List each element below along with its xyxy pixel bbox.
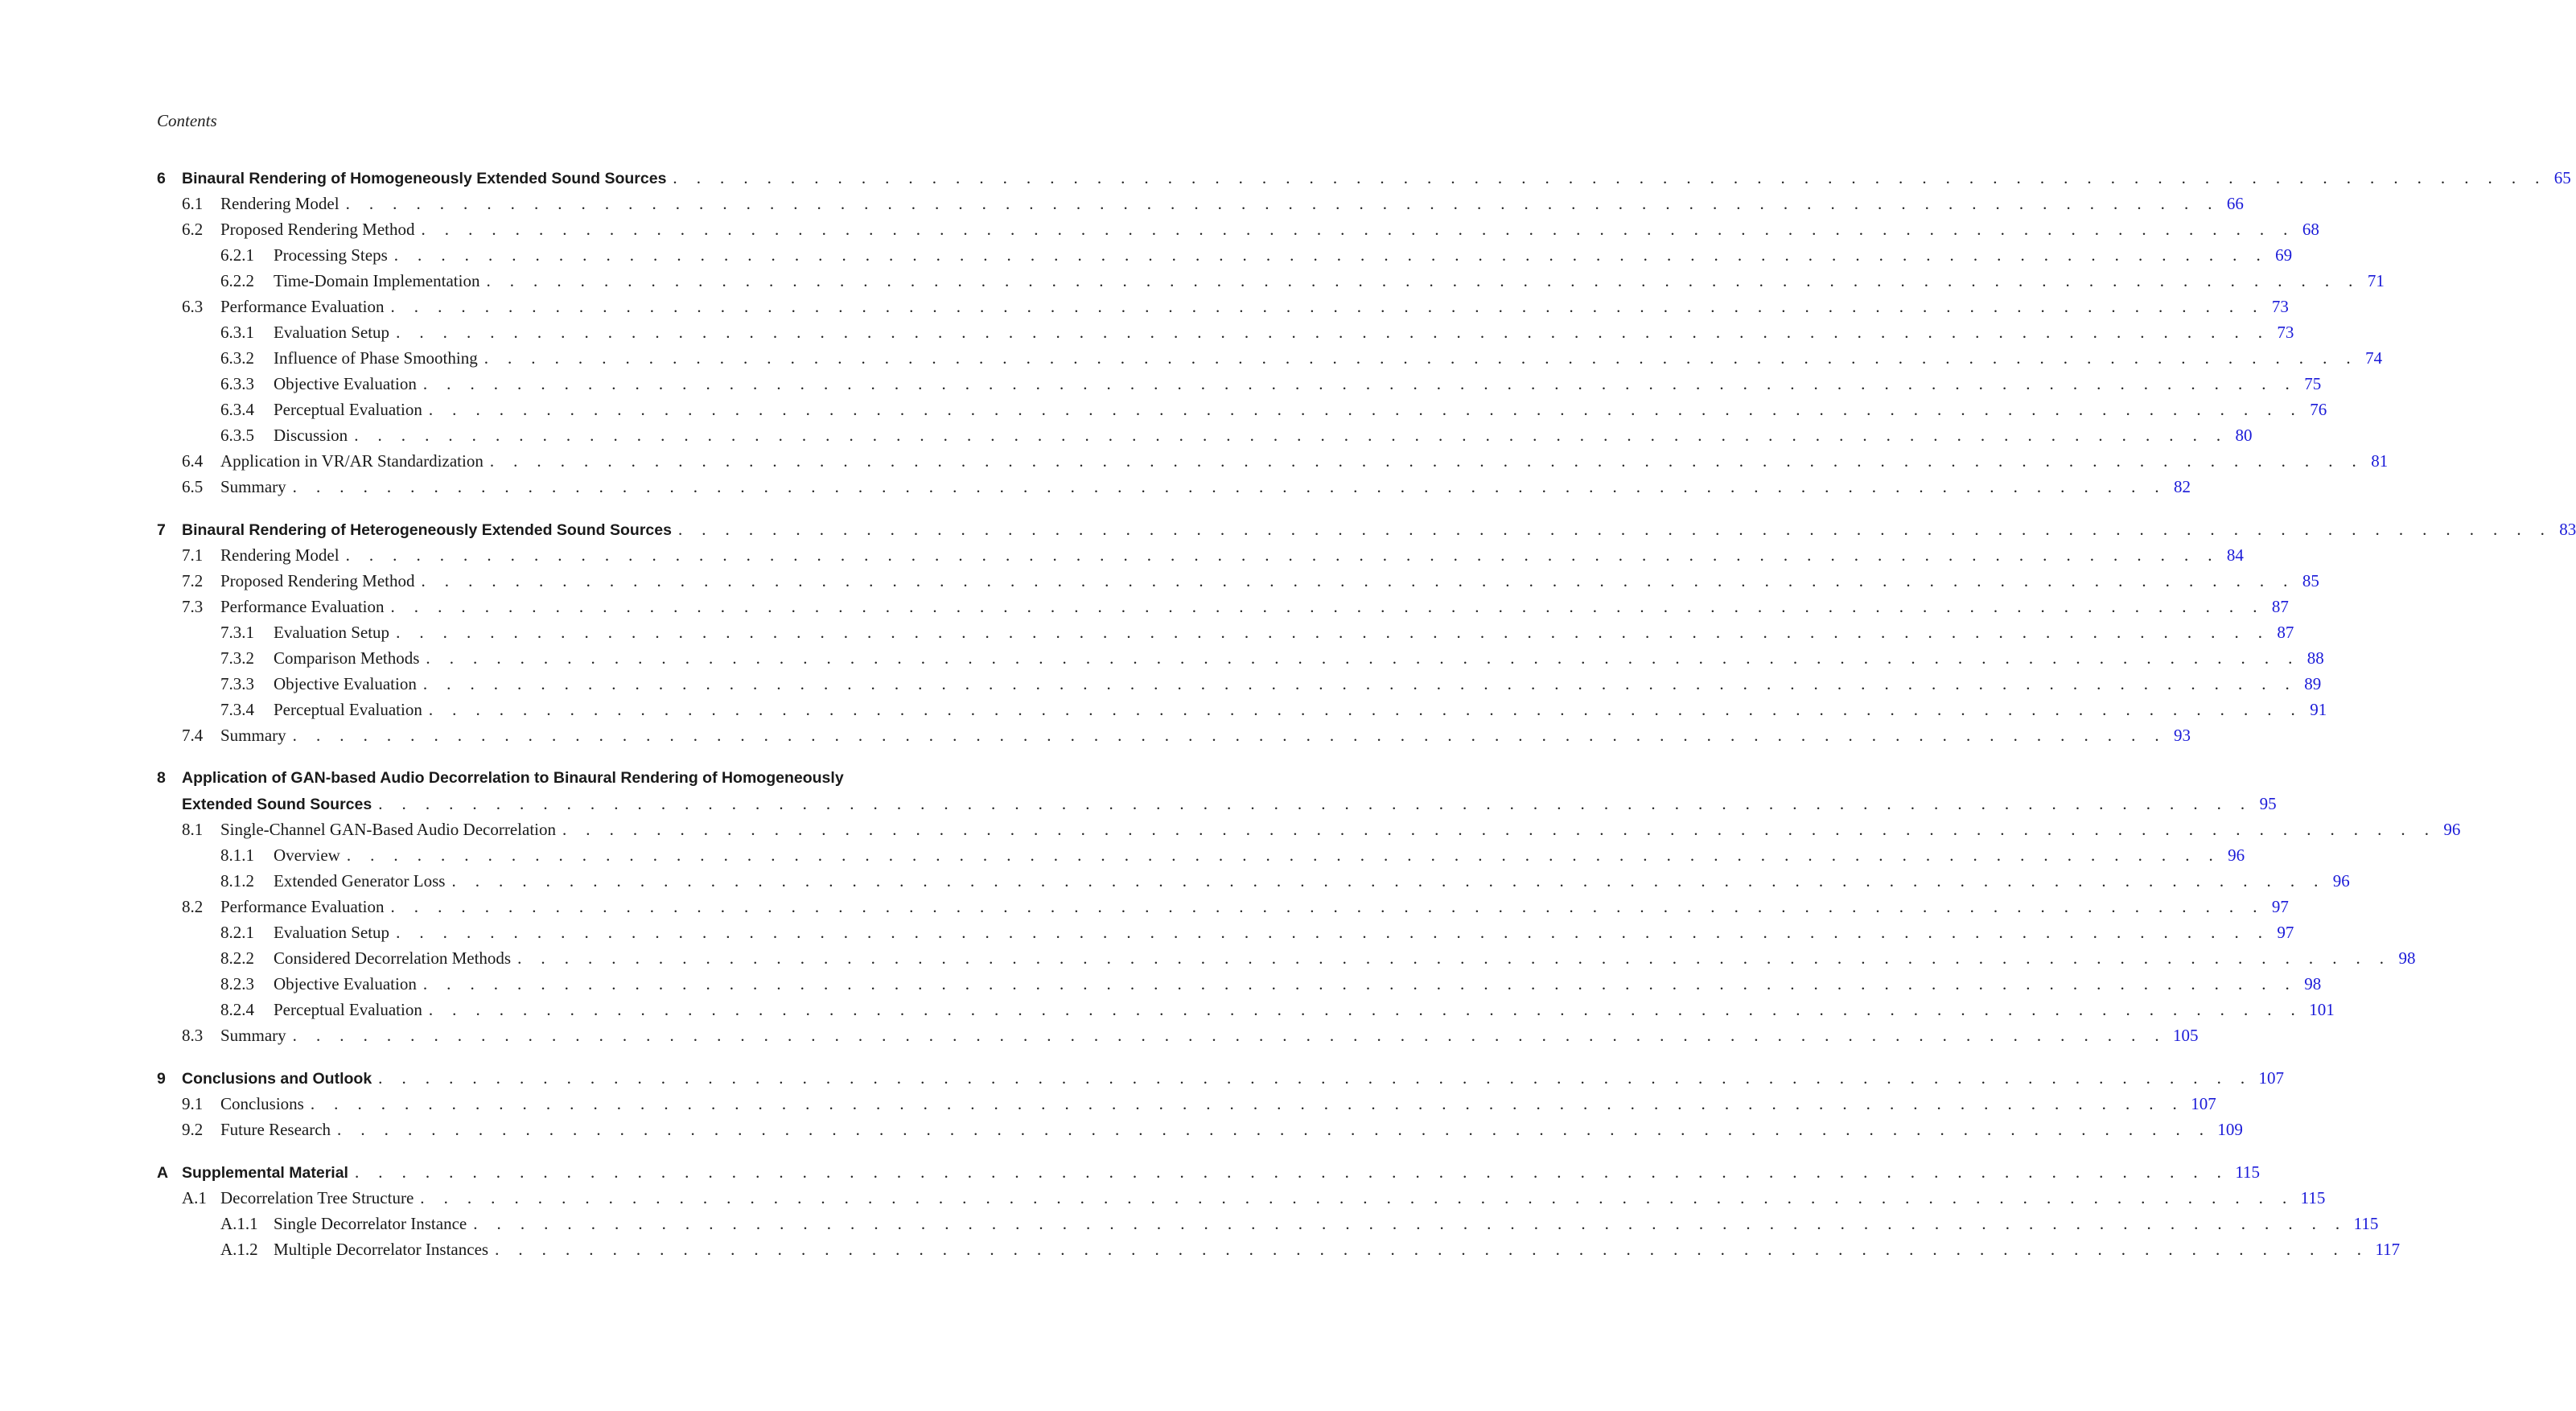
- toc-subsection-entry[interactable]: [157, 268, 2385, 294]
- dot-leader: . . . . . . . . . . . . . . . . . . . . . . . . . . . . . . . . . . . . . . . . . . . . . . . . . . . . . . . . . . . . . . . . . . . . . . . . . . . . . . . .: [396, 323, 2270, 342]
- dot-leader: . . . . . . . . . . . . . . . . . . . . . . . . . . . . . . . . . . . . . . . . . . . . . . . . . . . . . . . . . . . . . . . . . . . . . . . . . . . . . . . .: [396, 923, 2270, 942]
- chapter-title: Supplemental Material: [182, 1164, 348, 1182]
- section-title: Rendering Model: [220, 545, 339, 565]
- subsection-number: 6.3.1: [220, 323, 254, 342]
- dot-leader: . . . . . . . . . . . . . . . . . . . . . . . . . . . . . . . . . . . . . . . . . . . . . . . . . . . . . . . . . . . . . . . . . . . . . . . . . . . . . . . .: [378, 1068, 2253, 1088]
- page-link[interactable]: 76: [2310, 400, 2327, 419]
- subsection-number: 8.1.1: [220, 845, 254, 865]
- subsection-number: A.1.2: [220, 1240, 258, 1259]
- chapter-number: 8: [157, 769, 166, 787]
- section-number: 7.1: [182, 545, 204, 565]
- toc-subsection-entry[interactable]: [157, 242, 2293, 268]
- page-link[interactable]: 71: [2367, 271, 2385, 290]
- dot-leader: . . . . . . . . . . . . . . . . . . . . . . . . . . . . . . . . . . . . . . . . . . . . . . . . . . . . . . . . . . . . . . . . . . . . . . . . . . . . . . . .: [484, 348, 2359, 368]
- dot-leader: . . . . . . . . . . . . . . . . . . . . . . . . . . . . . . . . . . . . . . . . . . . . . . . . . . . . . . . . . . . . . . . . . . . . . . . . . . . . . . . .: [310, 1094, 2185, 1113]
- section-title: Performance Evaluation: [220, 597, 385, 616]
- toc-subsection-entry[interactable]: [157, 345, 2383, 371]
- subsection-title: Perceptual Evaluation: [274, 1000, 422, 1019]
- section-title: Proposed Rendering Method: [220, 571, 415, 590]
- subsection-title: Multiple Decorrelator Instances: [274, 1240, 489, 1259]
- subsection-number: 7.3.1: [220, 623, 254, 642]
- page-link[interactable]: 115: [2353, 1214, 2379, 1233]
- section-number: 6.5: [182, 477, 204, 496]
- page-link[interactable]: 80: [2235, 426, 2253, 445]
- section-title: Application in VR/AR Standardization: [220, 451, 484, 471]
- toc-section-entry[interactable]: [157, 294, 2289, 319]
- toc-subsection-entry[interactable]: [157, 1236, 2401, 1262]
- dot-leader: . . . . . . . . . . . . . . . . . . . . . . . . . . . . . . . . . . . . . . . . . . . . . . . . . . . . . . . . . . . . . . . . . . . . . . . . . . . . . . . .: [677, 520, 2553, 539]
- section-title: Summary: [220, 726, 286, 745]
- subsection-title: Perceptual Evaluation: [274, 400, 422, 419]
- subsection-title: Single Decorrelator Instance: [274, 1214, 467, 1233]
- dot-leader: . . . . . . . . . . . . . . . . . . . . . . . . . . . . . . . . . . . . . . . . . . . . . . . . . . . . . . . . . . . . . . . . . . . . . . . . . . . . . . . .: [422, 374, 2298, 393]
- page-link[interactable]: 95: [2259, 794, 2277, 813]
- page-link[interactable]: 75: [2304, 374, 2322, 393]
- toc-chapter-entry-continuation[interactable]: [157, 791, 2277, 817]
- section-title: Single-Channel GAN-Based Audio Decorrelation: [220, 820, 556, 839]
- subsection-title: Evaluation Setup: [274, 323, 390, 342]
- dot-leader: . . . . . . . . . . . . . . . . . . . . . . . . . . . . . . . . . . . . . . . . . . . . . . . . . . . . . . . . . . . . . . . . . . . . . . . . . . . . . . . .: [420, 1188, 2294, 1207]
- dot-leader: . . . . . . . . . . . . . . . . . . . . . . . . . . . . . . . . . . . . . . . . . . . . . . . . . . . . . . . . . . . . . . . . . . . . . . . . . . . . . . . .: [390, 297, 2265, 316]
- subsection-number: 7.3.2: [220, 648, 254, 668]
- subsection-number: 8.1.2: [220, 871, 254, 891]
- section-title: Summary: [220, 1026, 286, 1045]
- subsection-title: Processing Steps: [274, 245, 388, 265]
- toc-section-entry[interactable]: [157, 542, 2244, 568]
- toc-chapter-9: [157, 1065, 2285, 1142]
- dot-leader: . . . . . . . . . . . . . . . . . . . . . . . . . . . . . . . . . . . . . . . . . . . . . . . . . . . . . . . . . . . . . . . . . . . . . . . . . . . . . . . .: [562, 820, 2437, 839]
- subsection-number: 8.2.2: [220, 948, 254, 968]
- page-link[interactable]: 96: [2443, 820, 2461, 839]
- section-number: 8.3: [182, 1026, 204, 1045]
- toc-subsection-entry[interactable]: [157, 945, 2416, 971]
- subsection-number: 6.3.5: [220, 426, 254, 445]
- subsection-title: Extended Generator Loss: [274, 871, 446, 891]
- page-link[interactable]: 68: [2302, 220, 2319, 239]
- subsection-title: Evaluation Setup: [274, 623, 390, 642]
- dot-leader: . . . . . . . . . . . . . . . . . . . . . . . . . . . . . . . . . . . . . . . . . . . . . . . . . . . . . . . . . . . . . . . . . . . . . . . . . . . . . . . .: [292, 1026, 2167, 1045]
- section-number: 6.2: [182, 220, 204, 239]
- subsection-title: Discussion: [274, 426, 348, 445]
- running-header: Contents: [157, 111, 217, 130]
- section-title: Rendering Model: [220, 194, 339, 213]
- chapter-title: Binaural Rendering of Heterogeneously Extended Sound Sources: [182, 521, 672, 539]
- dot-leader: . . . . . . . . . . . . . . . . . . . . . . . . . . . . . . . . . . . . . . . . . . . . . . . . . . . . . . . . . . . . . . . . . . . . . . . . . . . . . . . .: [396, 623, 2270, 642]
- dot-leader: . . . . . . . . . . . . . . . . . . . . . . . . . . . . . . . . . . . . . . . . . . . . . . . . . . . . . . . . . . . . . . . . . . . . . . . . . . . . . . . .: [428, 1000, 2303, 1019]
- toc-subsection-entry[interactable]: [157, 645, 2324, 671]
- subsection-number: 8.2.1: [220, 923, 254, 942]
- toc-subsection-entry[interactable]: [157, 397, 2327, 422]
- section-title: Proposed Rendering Method: [220, 220, 415, 239]
- chapter-title: Binaural Rendering of Homogeneously Extended Sound Sources: [182, 170, 667, 187]
- toc-chapter-entry[interactable]: [157, 1065, 2285, 1091]
- page-link[interactable]: 107: [2191, 1094, 2216, 1113]
- toc-section-entry[interactable]: [157, 894, 2289, 919]
- section-number: 6.3: [182, 297, 204, 316]
- subsection-title: Influence of Phase Smoothing: [274, 348, 478, 368]
- chapter-title-line-2: Extended Sound Sources: [182, 796, 372, 813]
- page-link[interactable]: 87: [2277, 623, 2294, 642]
- dot-leader: . . . . . . . . . . . . . . . . . . . . . . . . . . . . . . . . . . . . . . . . . . . . . . . . . . . . . . . . . . . . . . . . . . . . . . . . . . . . . . . .: [426, 648, 2300, 668]
- toc-subsection-entry[interactable]: [157, 1211, 2379, 1236]
- toc-subsection-entry[interactable]: [157, 919, 2294, 945]
- dot-leader: . . . . . . . . . . . . . . . . . . . . . . . . . . . . . . . . . . . . . . . . . . . . . . . . . . . . . . . . . . . . . . . . . . . . . . . . . . . . . . . .: [421, 220, 2295, 239]
- section-number: 8.1: [182, 820, 204, 839]
- page-link[interactable]: 65: [2553, 168, 2571, 187]
- subsection-number: 7.3.3: [220, 674, 254, 693]
- section-number: 8.2: [182, 897, 204, 916]
- section-number: A.1: [182, 1188, 207, 1207]
- subsection-number: A.1.1: [220, 1214, 258, 1233]
- dot-leader: . . . . . . . . . . . . . . . . . . . . . . . . . . . . . . . . . . . . . . . . . . . . . . . . . . . . . . . . . . . . . . . . . . . . . . . . . . . . . . . .: [428, 700, 2303, 719]
- toc-subsection-entry[interactable]: [157, 697, 2327, 722]
- toc-subsection-entry[interactable]: [157, 619, 2294, 645]
- dot-leader: . . . . . . . . . . . . . . . . . . . . . . . . . . . . . . . . . . . . . . . . . . . . . . . . . . . . . . . . . . . . . . . . . . . . . . . . . . . . . . . .: [473, 1214, 2348, 1233]
- toc-subsection-entry[interactable]: [157, 422, 2253, 448]
- dot-leader: . . . . . . . . . . . . . . . . . . . . . . . . . . . . . . . . . . . . . . . . . . . . . . . . . . . . . . . . . . . . . . . . . . . . . . . . . . . . . . . .: [346, 845, 2221, 865]
- toc-chapter-8: [157, 765, 2461, 1048]
- toc-appendix-a: [157, 1159, 2401, 1262]
- subsection-title: Objective Evaluation: [274, 674, 417, 693]
- page-link[interactable]: 93: [2174, 726, 2191, 745]
- subsection-title: Comparison Methods: [274, 648, 420, 668]
- subsection-title: Objective Evaluation: [274, 974, 417, 993]
- dot-leader: . . . . . . . . . . . . . . . . . . . . . . . . . . . . . . . . . . . . . . . . . . . . . . . . . . . . . . . . . . . . . . . . . . . . . . . . . . . . . . . .: [292, 726, 2167, 745]
- page-link[interactable]: 109: [2217, 1120, 2243, 1139]
- dot-leader: . . . . . . . . . . . . . . . . . . . . . . . . . . . . . . . . . . . . . . . . . . . . . . . . . . . . . . . . . . . . . . . . . . . . . . . . . . . . . . . .: [390, 897, 2265, 916]
- subsection-title: Considered Decorrelation Methods: [274, 948, 512, 968]
- section-number: 9.1: [182, 1094, 204, 1113]
- toc-chapter-entry[interactable]: [157, 1159, 2261, 1185]
- subsection-title: Objective Evaluation: [274, 374, 417, 393]
- section-number: 7.3: [182, 597, 204, 616]
- dot-leader: . . . . . . . . . . . . . . . . . . . . . . . . . . . . . . . . . . . . . . . . . . . . . . . . . . . . . . . . . . . . . . . . . . . . . . . . . . . . . . . .: [495, 1240, 2369, 1259]
- subsection-title: Time-Domain Implementation: [274, 271, 480, 290]
- toc-section-entry[interactable]: [157, 722, 2191, 748]
- subsection-number: 6.2.1: [220, 245, 254, 265]
- page-link[interactable]: 96: [2228, 845, 2245, 865]
- dot-leader: . . . . . . . . . . . . . . . . . . . . . . . . . . . . . . . . . . . . . . . . . . . . . . . . . . . . . . . . . . . . . . . . . . . . . . . . . . . . . . . .: [422, 674, 2298, 693]
- dot-leader: . . . . . . . . . . . . . . . . . . . . . . . . . . . . . . . . . . . . . . . . . . . . . . . . . . . . . . . . . . . . . . . . . . . . . . . . . . . . . . . .: [393, 245, 2269, 265]
- toc-section-entry[interactable]: [157, 1185, 2326, 1211]
- page-link[interactable]: 66: [2226, 194, 2244, 213]
- page-link[interactable]: 74: [2365, 348, 2383, 368]
- section-title: Performance Evaluation: [220, 297, 385, 316]
- toc-section-entry[interactable]: [157, 191, 2244, 216]
- dot-leader: . . . . . . . . . . . . . . . . . . . . . . . . . . . . . . . . . . . . . . . . . . . . . . . . . . . . . . . . . . . . . . . . . . . . . . . . . . . . . . . .: [451, 871, 2326, 891]
- page-link[interactable]: 89: [2304, 674, 2322, 693]
- toc-subsection-entry[interactable]: [157, 868, 2350, 894]
- toc-chapter-6: [157, 165, 2571, 500]
- dot-leader: . . . . . . . . . . . . . . . . . . . . . . . . . . . . . . . . . . . . . . . . . . . . . . . . . . . . . . . . . . . . . . . . . . . . . . . . . . . . . . . .: [517, 948, 2392, 968]
- page-link[interactable]: 98: [2398, 948, 2416, 968]
- subsection-number: 8.2.3: [220, 974, 254, 993]
- page-link[interactable]: 107: [2258, 1068, 2285, 1088]
- section-title: Future Research: [220, 1120, 331, 1139]
- chapter-title-line-1: Application of GAN-based Audio Decorrelation to Binaural Rendering of Homogeneously: [182, 769, 844, 787]
- page-link[interactable]: 69: [2275, 245, 2293, 265]
- page-link[interactable]: 83: [2559, 520, 2576, 539]
- page-link[interactable]: 91: [2310, 700, 2327, 719]
- chapter-number: A: [157, 1164, 169, 1182]
- dot-leader: . . . . . . . . . . . . . . . . . . . . . . . . . . . . . . . . . . . . . . . . . . . . . . . . . . . . . . . . . . . . . . . . . . . . . . . . . . . . . . . .: [354, 426, 2228, 445]
- page-link[interactable]: 88: [2306, 648, 2324, 668]
- dot-leader: . . . . . . . . . . . . . . . . . . . . . . . . . . . . . . . . . . . . . . . . . . . . . . . . . . . . . . . . . . . . . . . . . . . . . . . . . . . . . . . .: [292, 477, 2167, 496]
- page-link[interactable]: 97: [2277, 923, 2294, 942]
- dot-leader: . . . . . . . . . . . . . . . . . . . . . . . . . . . . . . . . . . . . . . . . . . . . . . . . . . . . . . . . . . . . . . . . . . . . . . . . . . . . . . . .: [422, 974, 2298, 993]
- toc-section-entry[interactable]: [157, 1022, 2199, 1048]
- page-link[interactable]: 73: [2277, 323, 2294, 342]
- dot-leader: . . . . . . . . . . . . . . . . . . . . . . . . . . . . . . . . . . . . . . . . . . . . . . . . . . . . . . . . . . . . . . . . . . . . . . . . . . . . . . . .: [428, 400, 2303, 419]
- dot-leader: . . . . . . . . . . . . . . . . . . . . . . . . . . . . . . . . . . . . . . . . . . . . . . . . . . . . . . . . . . . . . . . . . . . . . . . . . . . . . . . .: [390, 597, 2265, 616]
- section-number: 6.4: [182, 451, 204, 471]
- subsection-title: Perceptual Evaluation: [274, 700, 422, 719]
- chapter-number: 9: [157, 1070, 166, 1088]
- page-link[interactable]: 85: [2302, 571, 2319, 590]
- section-title: Summary: [220, 477, 286, 496]
- page-link[interactable]: 105: [2173, 1026, 2199, 1045]
- page-link[interactable]: 115: [2235, 1162, 2261, 1182]
- page-link[interactable]: 96: [2332, 871, 2350, 891]
- dot-leader: . . . . . . . . . . . . . . . . . . . . . . . . . . . . . . . . . . . . . . . . . . . . . . . . . . . . . . . . . . . . . . . . . . . . . . . . . . . . . . . .: [345, 194, 2220, 213]
- table-of-contents: [157, 165, 2576, 1279]
- toc-section-entry[interactable]: [157, 817, 2461, 842]
- toc-section-entry[interactable]: [157, 1117, 2243, 1142]
- chapter-number: 7: [157, 521, 166, 539]
- subsection-title: Evaluation Setup: [274, 923, 390, 942]
- dot-leader: . . . . . . . . . . . . . . . . . . . . . . . . . . . . . . . . . . . . . . . . . . . . . . . . . . . . . . . . . . . . . . . . . . . . . . . . . . . . . . . .: [354, 1162, 2229, 1182]
- section-number: 6.1: [182, 194, 204, 213]
- toc-subsection-entry[interactable]: [157, 971, 2322, 997]
- toc-chapter-7: [157, 516, 2576, 748]
- dot-leader: . . . . . . . . . . . . . . . . . . . . . . . . . . . . . . . . . . . . . . . . . . . . . . . . . . . . . . . . . . . . . . . . . . . . . . . . . . . . . . . .: [337, 1120, 2212, 1139]
- section-title: Conclusions: [220, 1094, 304, 1113]
- dot-leader: . . . . . . . . . . . . . . . . . . . . . . . . . . . . . . . . . . . . . . . . . . . . . . . . . . . . . . . . . . . . . . . . . . . . . . . . . . . . . . . .: [421, 571, 2295, 590]
- toc-section-entry[interactable]: [157, 474, 2191, 500]
- toc-section-entry[interactable]: [157, 1091, 2216, 1117]
- toc-section-entry[interactable]: [157, 594, 2289, 619]
- subsection-number: 6.2.2: [220, 271, 254, 290]
- toc-subsection-entry[interactable]: [157, 997, 2335, 1022]
- page-link[interactable]: 101: [2309, 1000, 2335, 1019]
- page-link[interactable]: 98: [2304, 974, 2322, 993]
- toc-subsection-entry[interactable]: [157, 371, 2322, 397]
- dot-leader: . . . . . . . . . . . . . . . . . . . . . . . . . . . . . . . . . . . . . . . . . . . . . . . . . . . . . . . . . . . . . . . . . . . . . . . . . . . . . . . .: [673, 168, 2547, 187]
- page-link[interactable]: 117: [2375, 1240, 2401, 1259]
- subsection-number: 7.3.4: [220, 700, 254, 719]
- toc-chapter-entry[interactable]: [157, 516, 2576, 542]
- page-link[interactable]: 115: [2300, 1188, 2326, 1207]
- toc-subsection-entry[interactable]: [157, 319, 2294, 345]
- chapter-title: Conclusions and Outlook: [182, 1070, 372, 1088]
- section-number: 7.4: [182, 726, 204, 745]
- dot-leader: . . . . . . . . . . . . . . . . . . . . . . . . . . . . . . . . . . . . . . . . . . . . . . . . . . . . . . . . . . . . . . . . . . . . . . . . . . . . . . . .: [378, 794, 2253, 813]
- toc-section-entry[interactable]: [157, 448, 2389, 474]
- dot-leader: . . . . . . . . . . . . . . . . . . . . . . . . . . . . . . . . . . . . . . . . . . . . . . . . . . . . . . . . . . . . . . . . . . . . . . . . . . . . . . . .: [345, 545, 2220, 565]
- toc-chapter-entry[interactable]: [157, 165, 2571, 191]
- section-title: Performance Evaluation: [220, 897, 385, 916]
- toc-subsection-entry[interactable]: [157, 671, 2322, 697]
- subsection-number: 6.3.4: [220, 400, 254, 419]
- subsection-title: Overview: [274, 845, 340, 865]
- chapter-number: 6: [157, 170, 166, 187]
- section-title: Decorrelation Tree Structure: [220, 1188, 414, 1207]
- page-link[interactable]: 97: [2271, 897, 2289, 916]
- subsection-number: 8.2.4: [220, 1000, 254, 1019]
- page-link[interactable]: 87: [2271, 597, 2289, 616]
- toc-subsection-entry[interactable]: [157, 842, 2245, 868]
- page-link[interactable]: 84: [2226, 545, 2244, 565]
- subsection-number: 6.3.3: [220, 374, 254, 393]
- section-number: 7.2: [182, 571, 204, 590]
- toc-section-entry[interactable]: [157, 216, 2319, 242]
- page-link[interactable]: 82: [2174, 477, 2191, 496]
- toc-chapter-entry[interactable]: [157, 765, 897, 791]
- page-link[interactable]: 73: [2271, 297, 2289, 316]
- page-link[interactable]: 81: [2371, 451, 2389, 471]
- dot-leader: . . . . . . . . . . . . . . . . . . . . . . . . . . . . . . . . . . . . . . . . . . . . . . . . . . . . . . . . . . . . . . . . . . . . . . . . . . . . . . . .: [486, 271, 2360, 290]
- dot-leader: . . . . . . . . . . . . . . . . . . . . . . . . . . . . . . . . . . . . . . . . . . . . . . . . . . . . . . . . . . . . . . . . . . . . . . . . . . . . . . . .: [489, 451, 2364, 471]
- subsection-number: 6.3.2: [220, 348, 254, 368]
- section-number: 9.2: [182, 1120, 204, 1139]
- toc-section-entry[interactable]: [157, 568, 2319, 594]
